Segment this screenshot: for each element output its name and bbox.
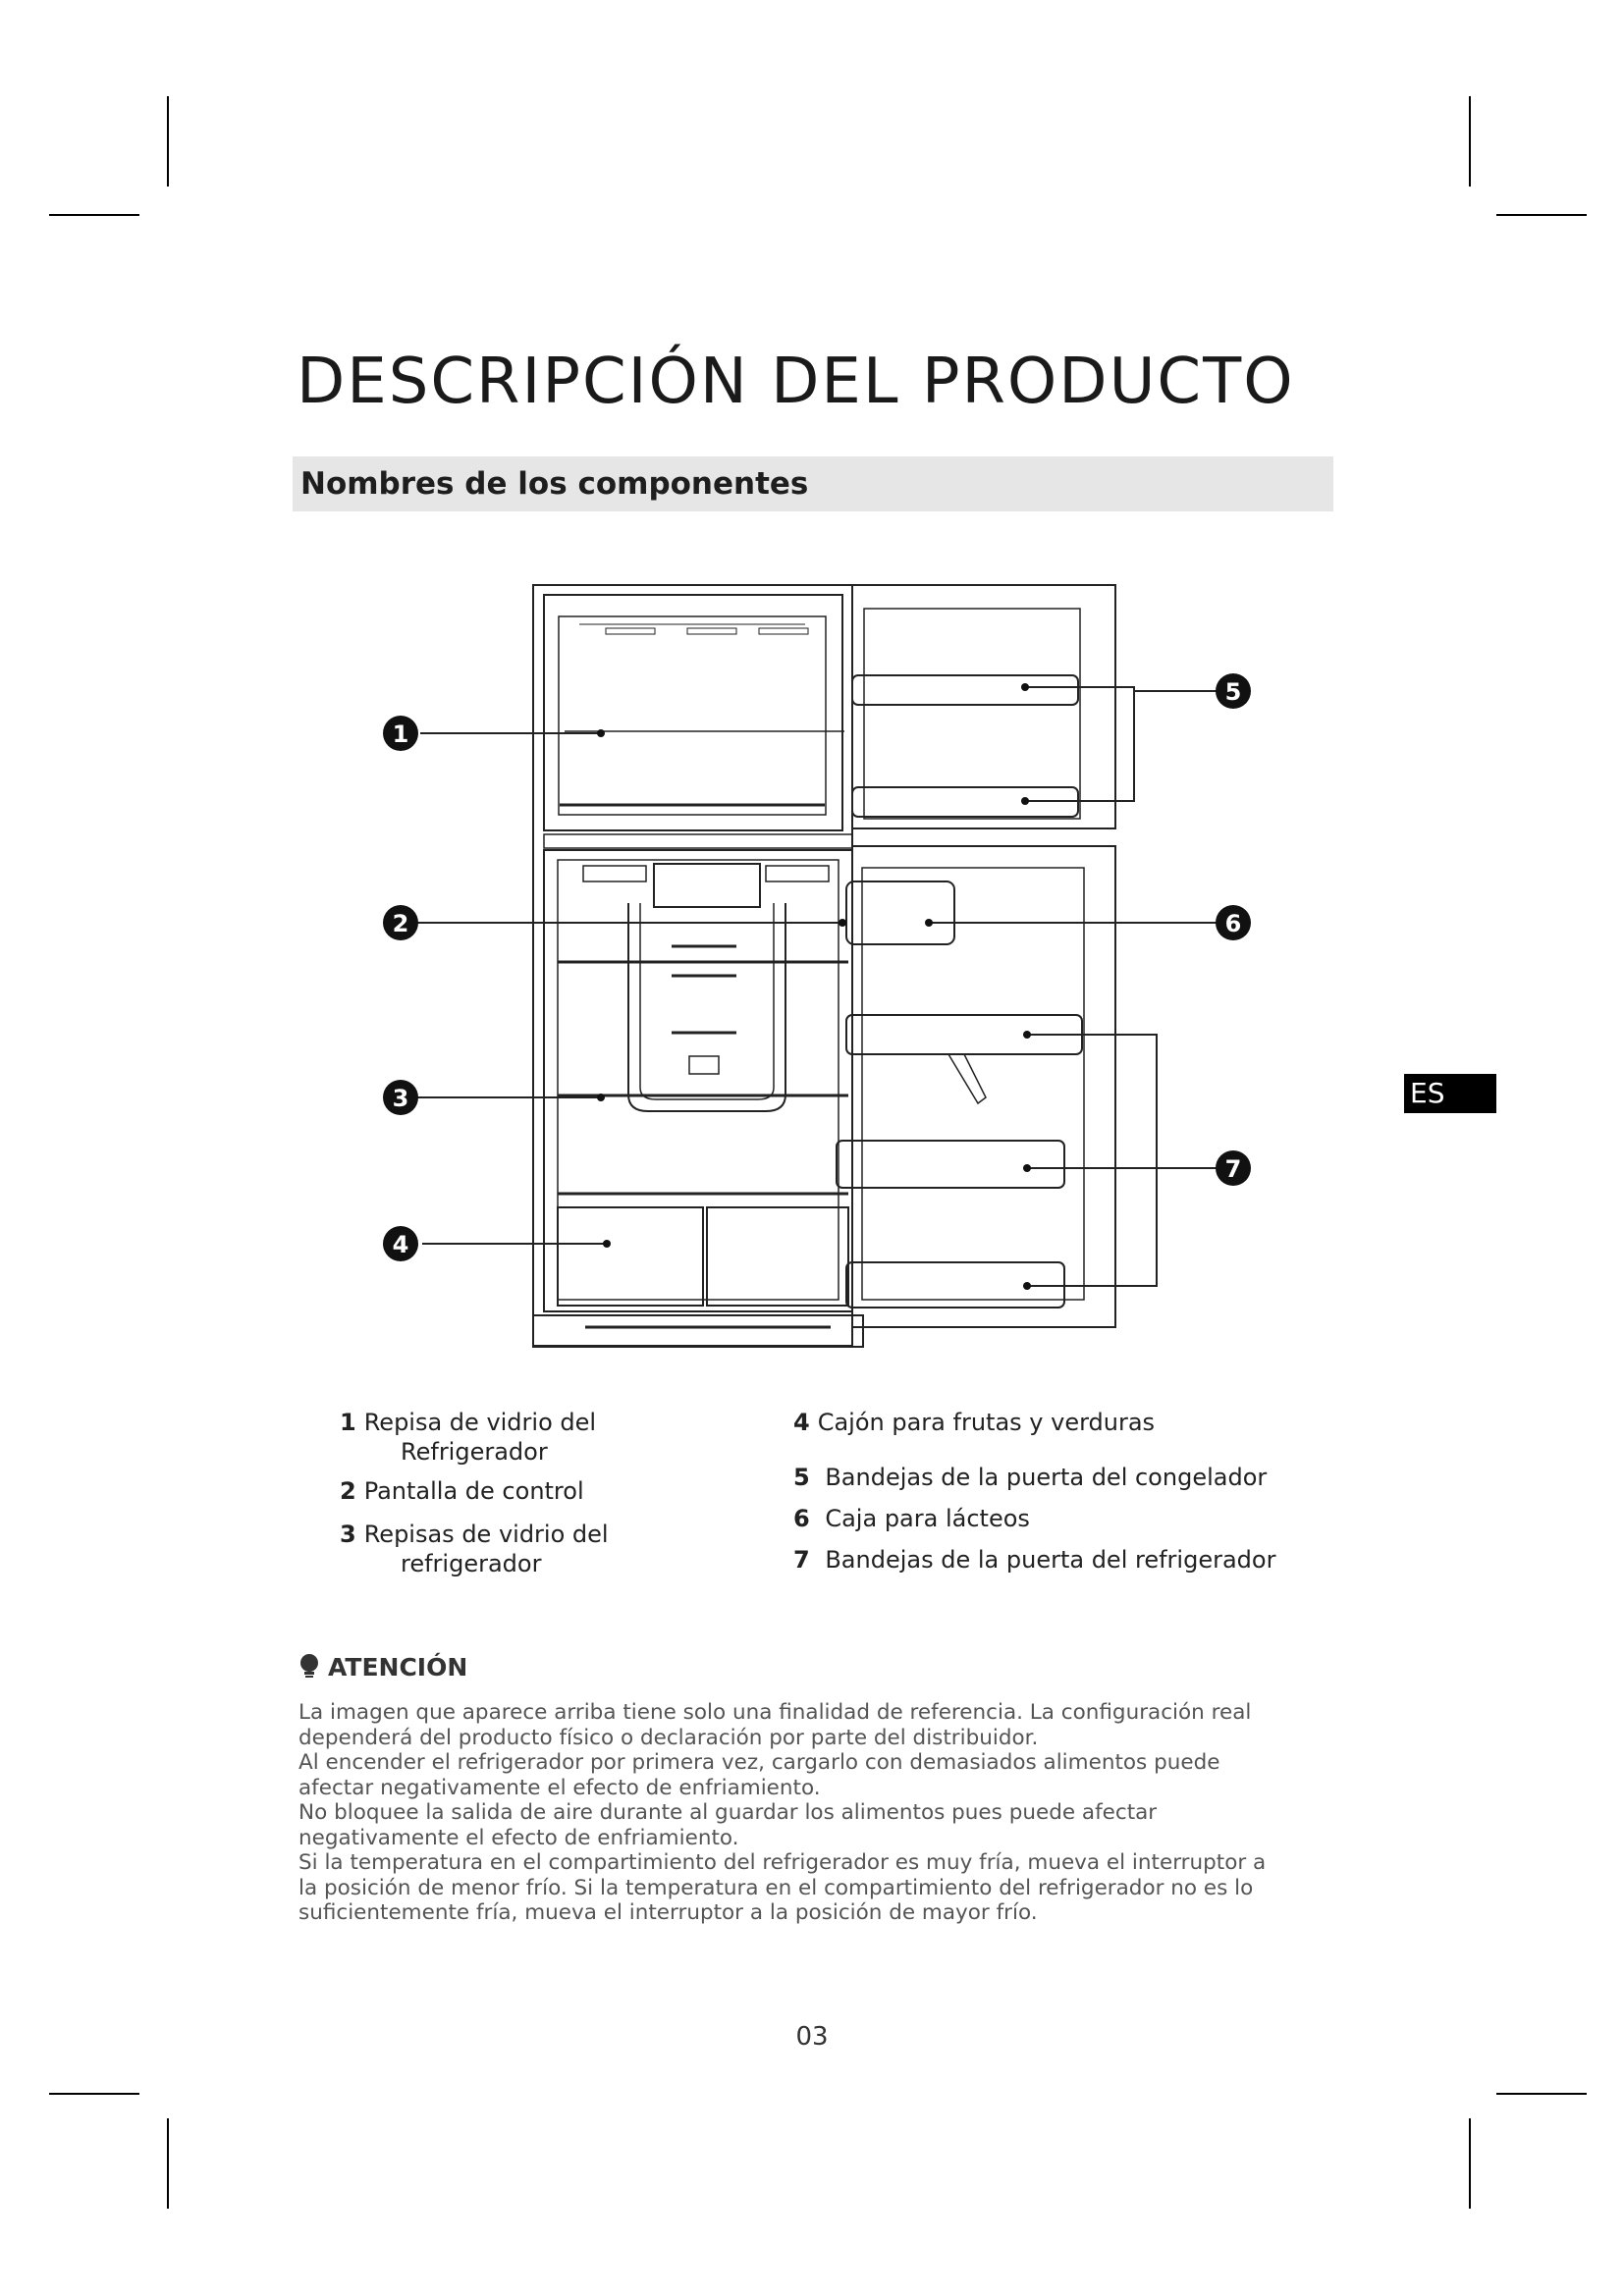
callout-3 [383, 1080, 418, 1115]
attention-line: Al encender el refrigerador por primera vez, cargarlo con demasiados alimentos puede [298, 1750, 1220, 1775]
crisper-drawer [558, 1207, 703, 1306]
language-tab: ES [1404, 1074, 1496, 1113]
callout-4 [383, 1226, 418, 1261]
callout-6 [1216, 905, 1251, 940]
svg-text:4: 4 [392, 1231, 409, 1258]
freezer-compartment [544, 595, 842, 830]
control-panel [654, 864, 760, 907]
legend-item-7: 7 Bandejas de la puerta del refrigerador [793, 1546, 1276, 1574]
cabinet-outline [533, 585, 852, 1346]
svg-text:1: 1 [392, 721, 409, 748]
legend-item-3: 3 Repisas de vidrio del refrigerador [340, 1521, 609, 1577]
crop-mark [49, 2093, 139, 2095]
crop-mark [167, 2118, 169, 2209]
attention-line: La imagen que aparece arriba tiene solo una finalidad de referencia. La configuración real [298, 1700, 1252, 1725]
page-number: 03 [795, 2022, 829, 2052]
svg-text:2: 2 [392, 910, 409, 937]
legend-item-1: 1 Repisa de vidrio del Refrigerador [340, 1409, 597, 1466]
fridge-compartment [544, 850, 852, 1311]
fridge-door [852, 846, 1115, 1327]
attention-text [298, 1700, 1320, 1926]
lightbulb-icon [298, 1653, 320, 1679]
attention-line: No bloquee la salida de aire durante al guardar los alimentos pues puede afectar [298, 1800, 1158, 1825]
legend-item-5: 5 Bandejas de la puerta del congelador [793, 1464, 1268, 1491]
legend-item-2: 2 Pantalla de control [340, 1477, 584, 1505]
attention-line: dependerá del producto físico o declaración por parte del distribuidor. [298, 1725, 1039, 1750]
legend-item-4: 4 Cajón para frutas y verduras [793, 1409, 1156, 1436]
attention-line: la posición de menor frío. Si la temperatura en el compartimiento del refrigerador no es lo [298, 1875, 1254, 1900]
attention-heading: ATENCIÓN [298, 1653, 467, 1682]
attention-line: Si la temperatura en el compartimiento del refrigerador es muy fría, mueva el interruptor a [298, 1850, 1267, 1875]
attention-line: negativamente el efecto de enfriamiento. [298, 1825, 739, 1850]
crop-mark [1496, 2093, 1587, 2095]
callout-7 [1216, 1150, 1251, 1186]
attention-line: suficientemente fría, mueva el interruptor a la posición de mayor frío. [298, 1900, 1038, 1925]
page-title: DESCRIPCIÓN DEL PRODUCTO [297, 346, 1295, 418]
section-title: Nombres de los componentes [300, 466, 809, 502]
svg-text:6: 6 [1224, 910, 1242, 937]
svg-text:7: 7 [1224, 1155, 1242, 1183]
svg-text:3: 3 [392, 1085, 409, 1112]
crisper-drawer [707, 1207, 848, 1306]
callout-1 [383, 716, 418, 751]
callout-5 [1216, 673, 1251, 709]
callout-2 [383, 905, 418, 940]
fridge-door-bin [837, 1141, 1064, 1188]
svg-text:5: 5 [1224, 678, 1242, 706]
legend-item-6: 6 Caja para lácteos [793, 1505, 1030, 1532]
attention-line: afectar negativamente el efecto de enfriamiento. [298, 1775, 821, 1800]
leader-lines [410, 687, 1219, 1286]
freezer-door [852, 585, 1115, 828]
crop-mark [1469, 2118, 1471, 2209]
freezer-door-bin [852, 675, 1078, 705]
